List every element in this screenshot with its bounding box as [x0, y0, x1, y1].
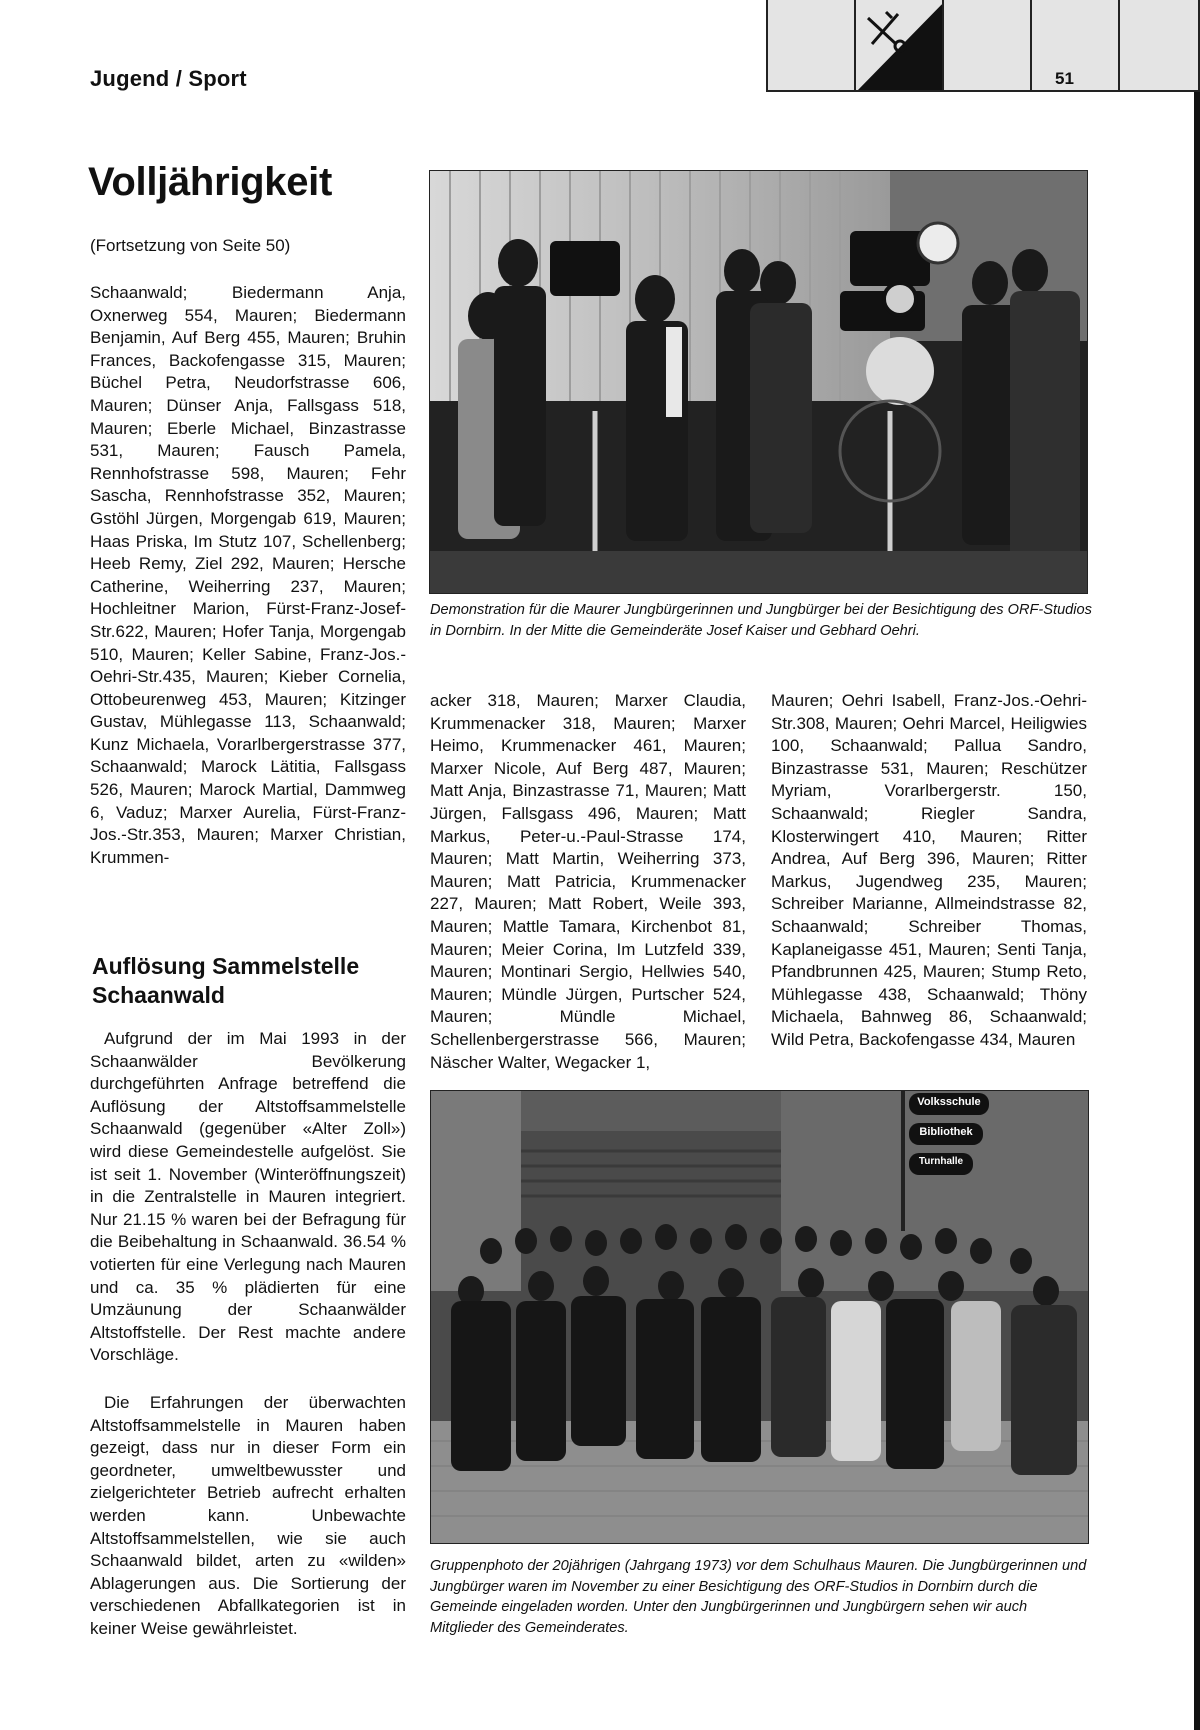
article2-paragraph: Aufgrund der im Mai 1993 in der Schaanwälder Bevölkerung durchgeführten Anfrage betreffend die Auflösung der Altstoffsammelstelle Schaanwald (gegenüber «Alter Zoll») wird diese Gemeindestelle aufgelöst. Sie ist seit 1. November (Winteröffnungszeit) in die Zentralstelle in Mauren integriert. Nur 21.15 % waren bei der Befragung für die Beibehaltung in Schaanwald. 36.54 % votierten für eine Verlegung nach Mauren und ca. 35 % plädierten für eine Umzäunung der Schaanwälder Altstoffstelle. Der Rest machte andere Vorschläge. — [90, 1029, 406, 1365]
photo-caption: Gruppenphoto der 20jährigen (Jahrgang 1973) vor dem Schulhaus Mauren. Die Jungbürgerinnen und Jungbürger waren im November zu einer Besichtigung des ORF-Studios in Dornbirn durch die Gemeinde eingeladen worden. Unter den Jungbürgerinnen und Jungbürgern sehen wir auch Mitglieder des Gemeinderates. — [430, 1558, 1087, 1636]
sign-volksschule: Volksschule — [917, 1096, 981, 1108]
article2-paragraph: Die Erfahrungen der überwachten Altstoffsammelstelle in Mauren haben gezeigt, dass nur in dieser Form ein geordneter, umweltbewusster und zielgerichteter Betrieb aufrecht erhalten werden kann. Unbewachte Altstoffsammelstellen, wie sie auch Schaanwald bildet, arten zu «wilden» Ablagerungen aus. Die Sortierung der verschiedenen Abfallkategorien ist in keiner Weise gewährleistet. — [90, 1393, 406, 1638]
article-title: Volljährigkeit — [88, 160, 333, 204]
header-box — [942, 0, 1032, 92]
sign-bibliothek: Bibliothek — [919, 1126, 973, 1138]
group-photo — [430, 1090, 1089, 1544]
name-list-column-left: Schaanwald; Biedermann Anja, Oxnerweg 554, Mauren; Biedermann Benjamin, Auf Berg 455, Mauren; Bruhin Frances, Backofengasse 315, Mauren; Büchel Petra, Neudorfstrasse 606, Mauren; Dünser Anja, Fallsgass 518, Mauren; Eberle Michael, Binzastrasse 531, Mauren; Fausch Pamela, Rennhofstrasse 598, Mauren; Fehr Sascha, Rennhofstrasse 352, Mauren; Gstöhl Jürgen, Morgengab 619, Mauren; Haas Priska, Im Stutz 107, Schellenberg; Heeb Remy, Ziel 292, Mauren; Hersche Catherine, Weiherring 237, Mauren; Hochleitner Marion, Fürst-Franz-Josef-Str.622, Mauren; Hofer Tanja, Morgengab 510, Mauren; Keller Sabine, Franz-Jos.-Oehri-Str.435, Mauren; Kieber Cornelia, Ottobeurenweg 453, Mauren; Kitzinger Gustav, Mühlegasse 113, Schaanwald; Kunz Michaela, Vorarlbergerstrasse 377, Schaanwald; Marock Lätitia, Fallsgass 526, Mauren; Marock Martial, Dammweg 6, Vaduz; Marxer Aurelia, Fürst-Franz-Jos.-Str.353, Mauren; Marxer Christian, Krummen- — [90, 283, 406, 867]
name-list-column-right: Mauren; Oehri Isabell, Franz-Jos.-Oehri-Str.308, Mauren; Oehri Marcel, Heiligwies 100, Schaanwald; Pallua Sandro, Binzastrasse 531, Mauren; Reschützer Myriam, Vorarlbergerstr. 150, Schaanwald; Riegler Sandra, Klosterwingert 410, Mauren; Ritter Andrea, Auf Berg 396, Mauren; Ritter Markus, Jugendweg 235, Mauren; Schreiber Marianne, Allmeindstrasse 82, Schaanwald; Schreiber Thomas, Kaplaneigasse 451, Mauren; Senti Tanja, Pfandbrunnen 425, Mauren; Stump Reto, Mühlegasse 438, Schaanwald; Thöny Michaela, Bahnweg 86, Schaanwald; Wild Petra, Backofengasse 434, Mauren — [771, 691, 1087, 1049]
section-label: Jugend / Sport — [90, 66, 247, 91]
page-number: 51 — [1055, 69, 1074, 88]
header-box — [1118, 0, 1200, 92]
photo-caption: Demonstration für die Maurer Jungbürgerinnen und Jungbürger bei der Besichtigung des ORF-Studios in Dornbirn. In der Mitte die Gemeinderäte Josef Kaiser und Gebhard Oehri. — [430, 602, 1092, 639]
sign-turnhalle: Turnhalle — [918, 1156, 964, 1167]
orf-studio-photo — [429, 170, 1088, 594]
header-box-strip — [766, 0, 1200, 92]
orf-studio-image — [430, 171, 1087, 593]
header-emblem-box — [854, 0, 944, 92]
name-list-column-middle: acker 318, Mauren; Marxer Claudia, Krummenacker 318, Mauren; Marxer Heimo, Krummenacker 461, Mauren; Marxer Nicole, Auf Berg 487, Mauren; Matt Anja, Binzastrasse 71, Mauren; Matt Jürgen, Fallsgass 496, Mauren; Matt Markus, Peter-u.-Paul-Strasse 174, Mauren; Matt Martin, Weiherring 373, Mauren; Matt Patricia, Krummenacker 227, Mauren; Matt Robert, Weile 393, Mauren; Mattle Tamara, Kirchenbot 81, Mauren; Meier Corina, Im Lutzfeld 339, Mauren; Montinari Sergio, Hellwies 540, Mauren; Mündle Jürgen, Purtscher 524, Mauren; Mündle Michael, Schellenbergerstrasse 566, Mauren; Näscher Walter, Wegacker 1, — [430, 691, 746, 1072]
header-box — [766, 0, 856, 92]
article2-title: Auflösung Sammelstelle Schaanwald — [92, 953, 360, 1008]
header-box — [1030, 0, 1120, 92]
crossed-tools-emblem-icon — [856, 0, 944, 92]
page-edge-border — [1194, 0, 1200, 1730]
group-photo-image — [431, 1091, 1088, 1543]
continuation-note: (Fortsetzung von Seite 50) — [90, 236, 291, 255]
